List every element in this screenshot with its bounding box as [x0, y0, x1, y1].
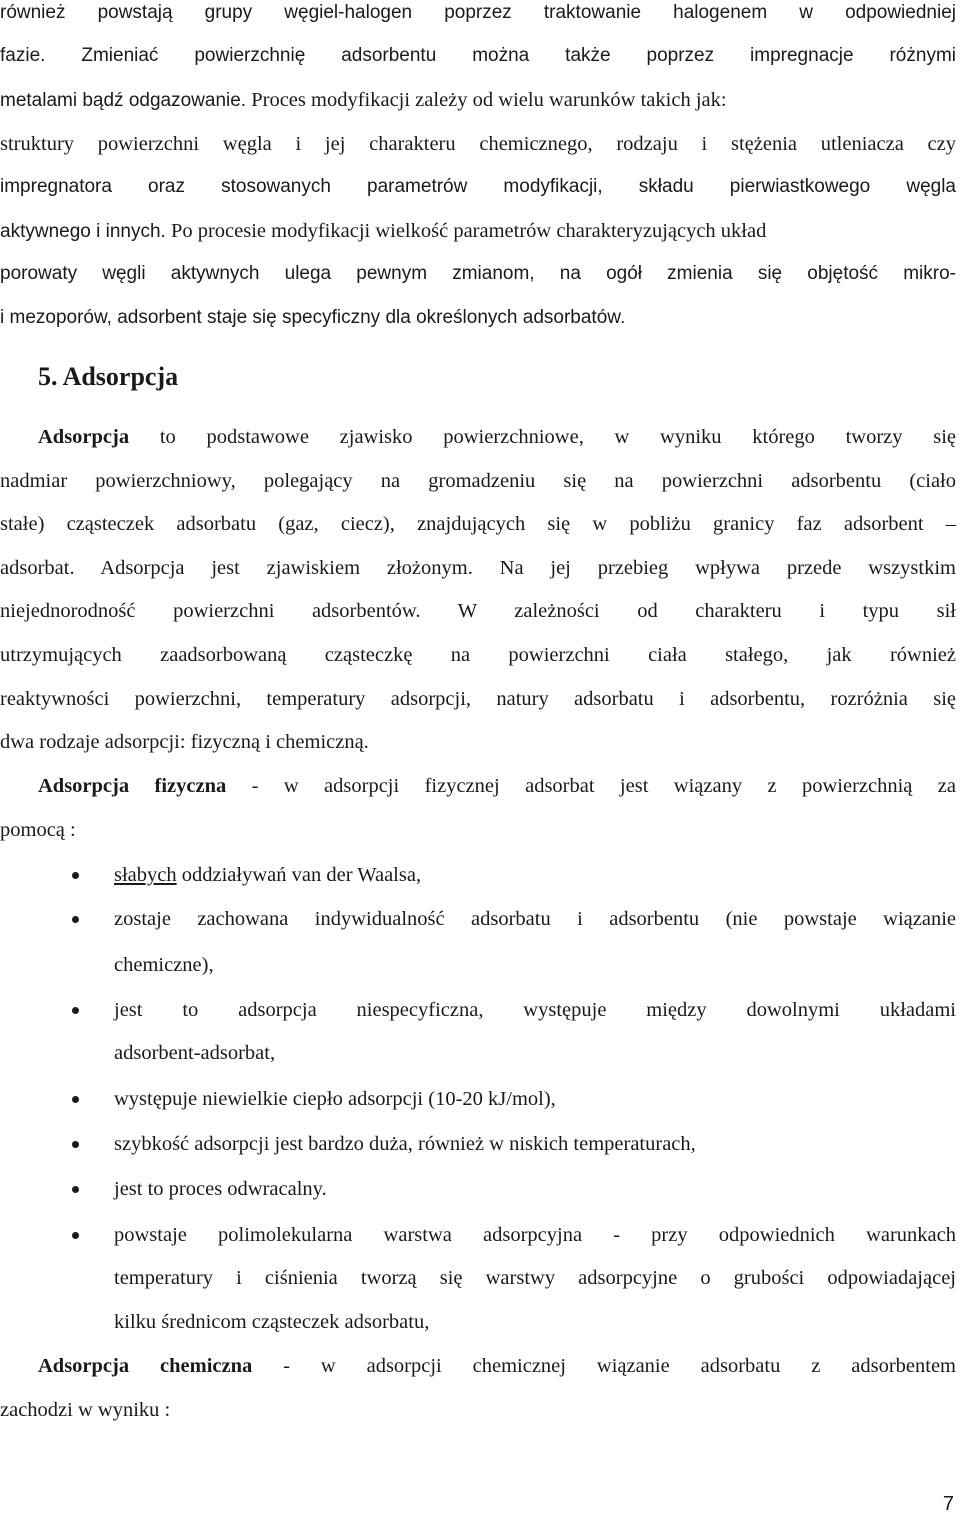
- list-item: występuje niewielkie ciepło adsorpcji (10-20 kJ/mol),: [114, 1088, 556, 1110]
- bullet-icon: [72, 1141, 79, 1148]
- term-adsorpcja: Adsorpcja: [38, 426, 130, 448]
- text-line: [38, 1353, 956, 1379]
- text-line: [38, 424, 956, 450]
- list-item-continuation: adsorbent-adsorbat,: [114, 1042, 276, 1064]
- list-item: zostaje zachowana indywidualność adsorbatu i adsorbentu (nie powstaje wiązanie: [114, 908, 956, 930]
- list-item-continuation: temperatury i ciśnienia tworzą się warstwy adsorpcyjne o grubości odpowiadającej: [114, 1267, 956, 1289]
- text-segment: - w adsorpcji fizycznej adsorbat jest wiązany z powierzchnią za: [226, 775, 956, 797]
- text-line: impregnatora oraz stosowanych parametrów modyfikacji, składu pierwiastkowego węgla: [0, 176, 956, 197]
- text-line: reaktywności powierzchni, temperatury adsorpcji, natury adsorbatu i adsorbentu, rozróżnia się: [0, 688, 956, 710]
- list-item: powstaje polimolekularna warstwa adsorpcyjna - przy odpowiednich warunkach: [114, 1224, 956, 1246]
- text-line: [0, 218, 956, 245]
- text-line: adsorbat. Adsorpcja jest zjawiskiem złożonym. Na jej przebieg wpływa przede wszystkim: [0, 557, 956, 579]
- text-segment: Po procesie modyfikacji wielkość parametrów charakteryzujących układ: [165, 220, 767, 242]
- list-item: jest to adsorpcja niespecyficzna, występuje między dowolnymi układami: [114, 999, 956, 1021]
- text-line: pomocą :: [0, 819, 76, 841]
- bullet-icon: [72, 1232, 79, 1239]
- text-line: i mezoporów, adsorbent staje się specyficzny dla określonych adsorbatów.: [0, 307, 626, 328]
- section-heading: 5. Adsorpcja: [38, 362, 179, 391]
- text-segment: aktywnego i innych.: [0, 221, 166, 242]
- page-number: 7: [942, 1493, 954, 1515]
- text-line: struktury powierzchni węgla i jej charakteru chemicznego, rodzaju i stężenia utleniacza czy: [0, 133, 956, 155]
- text-segment: metalami bądź odgazowanie.: [0, 90, 247, 111]
- bullet-icon: [72, 1007, 79, 1014]
- underlined-word: słabych: [114, 864, 177, 886]
- list-item: [114, 862, 956, 888]
- bullet-icon: [72, 1096, 79, 1103]
- text-line: [0, 87, 956, 114]
- text-line: również powstają grupy węgiel-halogen poprzez traktowanie halogenem w odpowiedniej: [0, 2, 956, 23]
- bullet-icon: [72, 872, 79, 879]
- text-line: utrzymujących zaadsorbowaną cząsteczkę na powierzchni ciała stałego, jak również: [0, 644, 956, 666]
- list-item-continuation: kilku średnicom cząsteczek adsorbatu,: [114, 1311, 430, 1333]
- term-adsorpcja-fizyczna: Adsorpcja fizyczna: [38, 775, 227, 797]
- text-line: fazie. Zmieniać powierzchnię adsorbentu można także poprzez impregnacje różnymi: [0, 45, 956, 66]
- text-line: porowaty węgli aktywnych ulega pewnym zmianom, na ogół zmienia się objętość mikro-: [0, 263, 956, 284]
- text-segment: - w adsorpcji chemicznej wiązanie adsorbatu z adsorbentem: [252, 1355, 956, 1377]
- bullet-icon: [72, 1186, 79, 1193]
- text-segment: to podstawowe zjawisko powierzchniowe, w wyniku którego tworzy się: [129, 426, 956, 448]
- list-item: jest to proces odwracalny.: [114, 1178, 327, 1200]
- term-adsorpcja-chemiczna: Adsorpcja chemiczna: [38, 1355, 253, 1377]
- bullet-icon: [72, 916, 79, 923]
- text-segment: Proces modyfikacji zależy od wielu warunków takich jak:: [246, 89, 727, 111]
- text-segment: oddziaływań van der Waalsa,: [176, 864, 422, 886]
- text-line: [38, 773, 956, 799]
- text-line: niejednorodność powierzchni adsorbentów. W zależności od charakteru i typu sił: [0, 600, 956, 622]
- text-line: dwa rodzaje adsorpcji: fizyczną i chemiczną.: [0, 731, 369, 753]
- list-item: szybkość adsorpcji jest bardzo duża, również w niskich temperaturach,: [114, 1133, 696, 1155]
- text-line: zachodzi w wyniku :: [0, 1399, 171, 1421]
- text-line: nadmiar powierzchniowy, polegający na gromadzeniu się na powierzchni adsorbentu (ciało: [0, 470, 956, 492]
- list-item-continuation: chemiczne),: [114, 954, 214, 976]
- text-line: stałe) cząsteczek adsorbatu (gaz, ciecz), znajdujących się w pobliżu granicy faz adsorbent –: [0, 513, 956, 535]
